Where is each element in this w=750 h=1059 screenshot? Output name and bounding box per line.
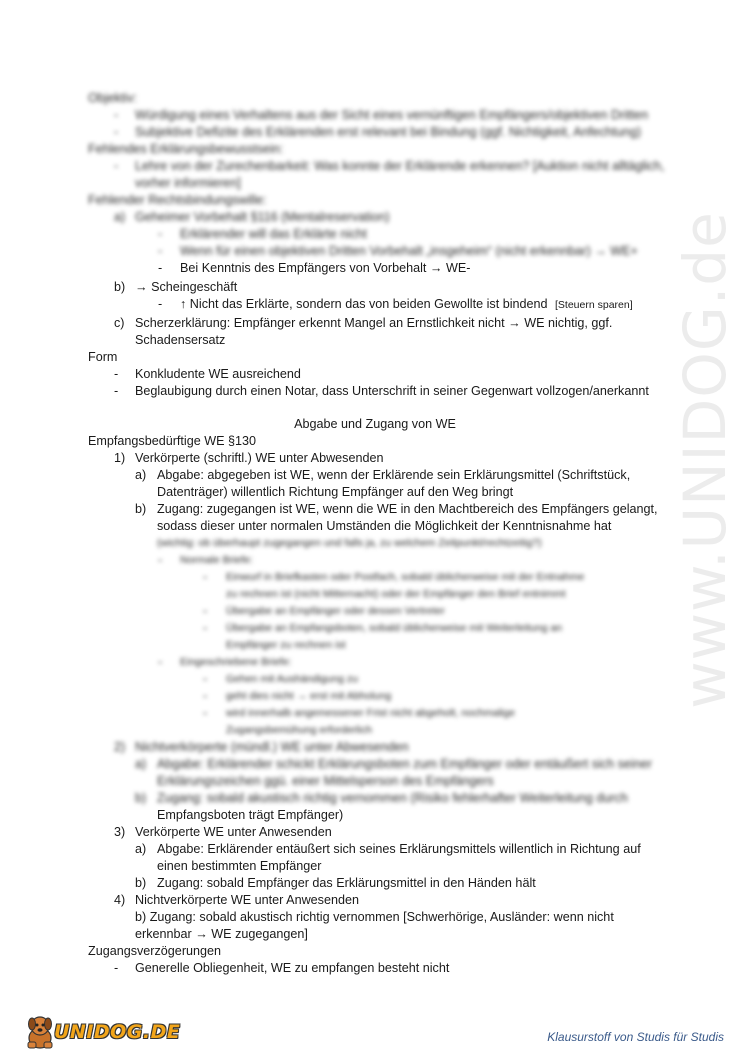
unidog-logo bbox=[22, 1012, 180, 1052]
text-line: c) bbox=[114, 316, 125, 330]
text-line: einen bestimmten Empfänger bbox=[157, 859, 322, 873]
text-line: - bbox=[114, 125, 119, 139]
text-line: Einwurf in Briefkasten oder Postfach, sobald üblicherweise mit der Entnahme bbox=[226, 571, 585, 583]
text-line: Abgabe: Erklärender schickt Erklärungsboten zum Empfänger oder entäußert sich seiner bbox=[157, 757, 652, 771]
text-line: Abgabe und Zugang von WE bbox=[294, 417, 456, 431]
text-line: - bbox=[114, 108, 119, 122]
text-line: b) bbox=[114, 280, 126, 294]
text-line: - bbox=[203, 689, 208, 703]
text-line: Beglaubigung durch einen Notar, dass Unterschrift in seiner Gegenwart vollzogen/anerkannt bbox=[135, 384, 649, 398]
text-line: a) bbox=[135, 842, 147, 856]
text-line: - bbox=[158, 244, 163, 258]
text-line: Fehlendes Erklärungsbewusstsein: bbox=[88, 142, 284, 156]
text-line: Zugangsbemühung erforderlich bbox=[226, 724, 372, 736]
text-line: - bbox=[114, 367, 119, 381]
text-line: b) bbox=[135, 876, 147, 890]
text-line: Übergabe an Empfangsboten, sobald üblicherweise mit Weiterleitung an bbox=[226, 622, 563, 634]
text-line: - bbox=[114, 961, 119, 975]
text-line: [Steuern sparen] bbox=[555, 299, 633, 311]
text-line: Verkörperte WE unter Anwesenden bbox=[135, 825, 332, 839]
text-line: - bbox=[158, 297, 163, 311]
text-line: 4) bbox=[114, 893, 126, 907]
text-line: Objektiv: bbox=[88, 91, 137, 105]
watermark: www.UNIDOG.de bbox=[671, 211, 739, 709]
text-line: Übergabe an Empfänger oder dessen Vertreter bbox=[226, 605, 445, 617]
text-line: Erklärender will das Erklärte nicht bbox=[180, 227, 367, 241]
text-line: Datenträger) willentlich Richtung Empfänger auf den Weg bringt bbox=[157, 485, 514, 499]
text-line: Nichtverkörperte (mündl.) WE unter Abwesenden bbox=[135, 740, 409, 754]
text-line: sodass dieser unter normalen Umständen die Möglichkeit der Kenntnisnahme hat bbox=[157, 519, 612, 533]
text-line: zu rechnen ist (nicht Mitternacht) oder der Empfänger den Brief entnimmt bbox=[226, 588, 566, 600]
text-line: - bbox=[203, 706, 208, 720]
text-line: - bbox=[158, 261, 163, 275]
footer-tagline: Klausurstoff von Studis für Studis bbox=[547, 1030, 724, 1044]
text-line: a) bbox=[135, 468, 147, 482]
text-line: Empfänger zu rechnen ist bbox=[226, 639, 346, 651]
text-line: - bbox=[158, 553, 163, 567]
text-line: 1) bbox=[114, 451, 126, 465]
text-line: - bbox=[203, 621, 208, 635]
text-line: Generelle Obliegenheit, WE zu empfangen besteht nicht bbox=[135, 961, 450, 975]
text-line: Zugang: zugegangen ist WE, wenn die WE in den Machtbereich des Empfängers gelangt, bbox=[157, 502, 658, 516]
text-line: 3) bbox=[114, 825, 126, 839]
text-line: Nichtverkörperte WE unter Anwesenden bbox=[135, 893, 359, 907]
text-line: Wenn für einen objektiven Dritten Vorbehalt „insgeheim“ (nicht erkennbar) → WE+ bbox=[180, 244, 638, 258]
logo-wordmark: UNIDOG.DE bbox=[54, 1021, 181, 1043]
text-line: Zugang: sobald akustisch richtig vernommen (Risiko fehlerhafter Weiterleitung durch bbox=[157, 791, 628, 805]
text-line: - bbox=[114, 384, 119, 398]
text-line: 2) bbox=[114, 740, 126, 754]
text-line: Geheimer Vorbehalt §116 (Mentalreservation) bbox=[135, 210, 390, 224]
text-line: Fehlender Rechtsbindungswille: bbox=[88, 193, 267, 207]
text-line: Gehen mit Aushändigung zu bbox=[226, 673, 358, 685]
text-line: Würdigung eines Verhaltens aus der Sicht eines vernünftigen Empfängers/objektiven Dritten bbox=[135, 108, 649, 122]
text-line: geht dies nicht → erst mit Abholung bbox=[226, 690, 392, 702]
text-line: Lehre von der Zurechenbarkeit: Was konnte der Erklärende erkennen? [Auktion nicht alltäglich, bbox=[135, 159, 665, 173]
text-line: - bbox=[203, 604, 208, 618]
text-line: Schadensersatz bbox=[135, 333, 226, 347]
text-line: - bbox=[203, 672, 208, 686]
text-line: Abgabe: Erklärender entäußert sich seines Erklärungsmittels willentlich in Richtung auf bbox=[157, 842, 641, 856]
text-line: (wichtig: ob überhaupt zugegangen und falls ja, zu welchem Zeitpunkt/rechtzeitig?) bbox=[157, 537, 542, 549]
text-line: Scherzerklärung: Empfänger erkennt Mangel an Ernstlichkeit nicht → WE nichtig, ggf. bbox=[135, 316, 613, 330]
dog-mascot-icon bbox=[22, 1012, 58, 1052]
text-line: erkennbar → WE zugegangen] bbox=[135, 927, 308, 941]
text-line: Konkludente WE ausreichend bbox=[135, 367, 301, 381]
text-line: Zugangsverzögerungen bbox=[88, 944, 222, 958]
text-line: a) bbox=[114, 210, 126, 224]
text-line: b) Zugang: sobald akustisch richtig vernommen [Schwerhörige, Ausländer: wenn nicht bbox=[135, 910, 614, 924]
text-line: Subjektive Defizite des Erklärenden erst relevant bei Bindung (ggf. Nichtigkeit, Anfechtung) bbox=[135, 125, 642, 139]
text-line: Verkörperte (schriftl.) WE unter Abwesenden bbox=[135, 451, 384, 465]
text-line: Zugang: sobald Empfänger das Erklärungsmittel in den Händen hält bbox=[157, 876, 536, 890]
text-line: - bbox=[114, 159, 119, 173]
text-line: Abgabe: abgegeben ist WE, wenn der Erklärende sein Erklärungsmittel (Schriftstück, bbox=[157, 468, 631, 482]
text-line: Bei Kenntnis des Empfängers von Vorbehalt → WE- bbox=[180, 261, 471, 275]
text-line: - bbox=[158, 227, 163, 241]
text-line: vorher informieren] bbox=[135, 176, 241, 190]
text-line: - bbox=[203, 570, 208, 584]
text-line: b) bbox=[135, 791, 147, 805]
text-line: → Scheingeschäft bbox=[135, 280, 238, 294]
text-line: Eingeschriebene Briefe: bbox=[180, 656, 292, 668]
text-line: Erklärungszeichen ggü. einer Mittelsperson des Empfängers bbox=[157, 774, 494, 788]
text-line: Empfangsboten trägt Empfänger) bbox=[157, 808, 344, 822]
text-line: b) bbox=[135, 502, 147, 516]
text-line: a) bbox=[135, 757, 147, 771]
text-line: Normale Briefe: bbox=[180, 554, 253, 566]
text-line: wird innerhalb angemessener Frist nicht abgeholt, nochmalige bbox=[226, 707, 515, 719]
text-line: Form bbox=[88, 350, 118, 364]
text-line: Empfangsbedürftige WE §130 bbox=[88, 434, 257, 448]
text-line: ↑ Nicht das Erklärte, sondern das von beiden Gewollte ist bindend bbox=[180, 297, 548, 311]
text-line: - bbox=[158, 655, 163, 669]
